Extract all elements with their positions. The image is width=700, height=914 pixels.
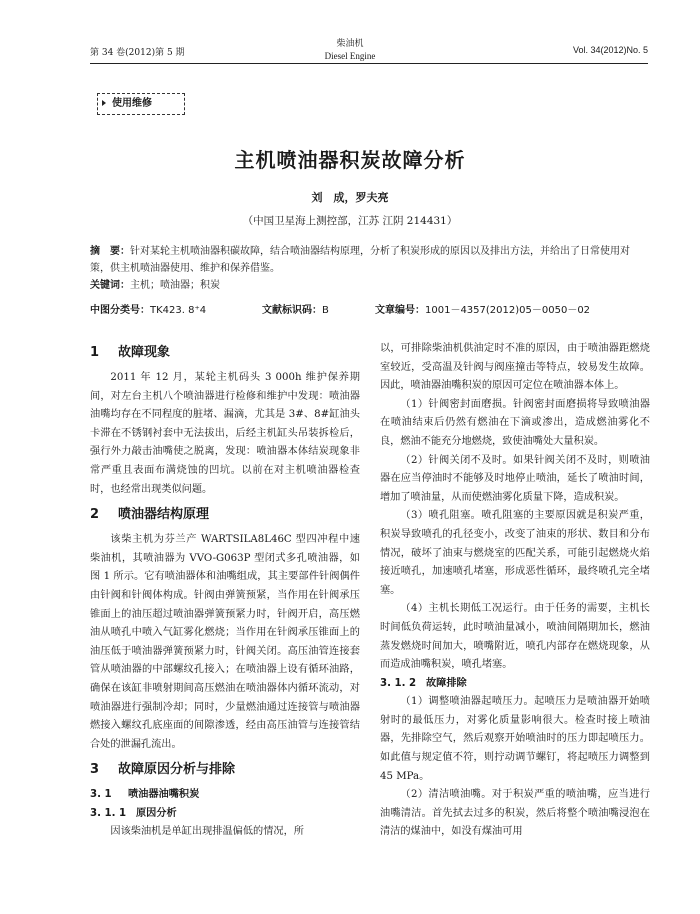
clc-label: 中图分类号： [90, 305, 150, 316]
abstract-block [90, 243, 648, 294]
section-1-paragraph: 2011 年 12 月，某轮主机码头 3 000h 维护保养期间，对左台主机八个喷油器进行检修和维护中发现：喷油器油嘴均存在不同程度的脏堵、漏滴，尤其是 3#、8#缸油头卡滞在不锈钢衬套中无法拔出，后经主机缸头吊装拆检后，强行外力敲击油嘴使之脱离，发现：喷油器本体结炭现象非常严重且表面布满烧蚀的凹坑。以前在对主机喷油器检查时，也经常出现类似问题。 [90, 372, 360, 495]
right-column [380, 340, 650, 842]
keywords-text: 主机；喷油器；积炭 [130, 280, 220, 291]
section-1-heading: 1 故障现象 [90, 345, 171, 360]
left-column [90, 340, 360, 842]
section-2-heading: 2 喷油器结构原理 [90, 507, 210, 523]
abstract-label: 摘 要： [90, 246, 130, 257]
header-rule [90, 63, 648, 64]
header-volume-en: Vol. 34(2012)No. 5 [572, 45, 648, 55]
header-journal-cn: 柴油机 [336, 39, 364, 49]
section-3-heading: 3 故障原因分析与排除 [90, 762, 236, 778]
section-3-1-1-paragraph: 因该柴油机是单缸出现排温偏低的情况，所 [110, 826, 304, 838]
arrow-icon [102, 100, 106, 106]
article-affiliation: （中国卫星海上测控部，江苏 江阴 214431） [242, 215, 458, 227]
doc-code-value: B [322, 305, 329, 316]
keywords-label: 关键词： [90, 280, 130, 291]
section-badge-label: 使用维修 [112, 98, 152, 109]
article-authors: 刘 成，罗夫亮 [311, 191, 389, 204]
article-number-value: 1001－4357(2012)05－0050－02 [425, 305, 591, 316]
cause-3-paragraph: （3）喷孔阻塞。喷孔阻塞的主要原因就是积炭严重，积炭导致喷孔的孔径变小，改变了油束的形状、数目和分布情况，破坏了油束与燃烧室的匹配关系，可能引起燃烧火焰接近喷孔，加速喷孔堵塞，形成恶性循环，最终喷孔完全堵塞。 [380, 510, 650, 596]
section-2-paragraph: 该柴主机为芬兰产 WARTSILA8L46C 型四冲程中速柴油机，其喷油器为 VVO-G063P 型闭式多孔喷油器，如图 1 所示。它有喷油器体和油嘴组成，其主要部件针阀偶件由针阀和针阀体构成。针阀由弹簧预紧，当作用在针阀承压锥面上的油压超过喷油器弹簧预紧力时，针阀开启，高压燃油从喷孔中喷入气缸雾化燃烧；当作用在针阀承压锥面上的油压低于喷油器弹簧预紧力时，针阀关闭。高压油管连接套管从喷油器的中部螺纹孔接入；在喷油器上设有循环油路，确保在该缸非喷射期间高压燃油在喷油器体内循环流动，对喷油器进行强制冷却；同时，少量燃油通过连接管与喷油器燃接入螺纹孔底座面的间隙渗透，经由高压油管与连接管结合处的泄漏孔流出。 [90, 534, 360, 750]
section-3-1-heading: 3. 1 喷油器油嘴积炭 [90, 789, 200, 801]
article-title: 主机喷油器积炭故障分析 [234, 148, 466, 172]
cause-2-paragraph: （2）针阀关闭不及时。如果针阀关闭不及时，则喷油器在应当停油时不能够及时地停止喷油，延长了喷油时间，增加了喷油量，从而使燃油雾化质量下降，造成积炭。 [380, 454, 650, 503]
header-volume: 第 34 卷(2012)第 5 期 [90, 48, 185, 58]
cause-1-paragraph: （1）针阀密封面磨损。针阀密封面磨损将导致喷油器在喷油结束后仍然有燃油在下滴或渗出，造成燃油雾化不良，燃油不能充分地燃烧，致使油嘴处大量积炭。 [380, 398, 650, 447]
article-number-label: 文章编号： [375, 305, 425, 316]
fix-2-paragraph: （2）清洁喷油嘴。对于积炭严重的喷油嘴，应当进行油嘴清洁。首先拭去过多的积炭，然后将整个喷油嘴浸泡在清洁的煤油中，如没有煤油可用 [380, 789, 650, 838]
abstract-text: 针对某轮主机喷油器积碳故障，结合喷油器结构原理，分析了积炭形成的原因以及排出方法，并给出了日常使用对策，供主机喷油器使用、维护和保养借鉴。 [90, 246, 630, 274]
fix-1-paragraph: （1）调整喷油器起喷压力。起喷压力是喷油器开始喷射时的最低压力，对雾化质量影响很大。检查时接上喷油器，先排除空气，然后观察开始喷油时的压力即起喷压力。如此值与规定值不符，则拧动调节螺钉，将起喷压力调整到 45 MPa。 [380, 696, 650, 782]
section-3-1-1-heading: 3. 1. 1 原因分析 [90, 807, 177, 819]
section-3-1-1-paragraph-cont: 以，可排除柴油机供油定时不准的原因，由于喷油器距燃烧室较近，受高温及针阀与阀座撞击等特点，较易发生故障。因此，喷油器油嘴积炭的原因可定位在喷油器本体上。 [380, 343, 650, 392]
doc-code-label: 文献标识码： [262, 305, 322, 316]
classification-line [90, 301, 650, 316]
header-journal-en: Diesel Engine [324, 51, 376, 61]
section-3-1-2-heading: 3. 1. 2 故障排除 [380, 677, 467, 689]
cause-4-paragraph: （4）主机长期低工况运行。由于任务的需要，主机长时间低负荷运转，此时喷油量减小，喷油间隔期加长，燃油蒸发燃烧时间加大，喷嘴附近，喷孔内部存在燃烧现象，从而造成油嘴积炭，喷孔堵塞。 [380, 603, 650, 671]
clc-value: TK423. 8⁺4 [150, 305, 207, 316]
section-badge [97, 93, 185, 115]
